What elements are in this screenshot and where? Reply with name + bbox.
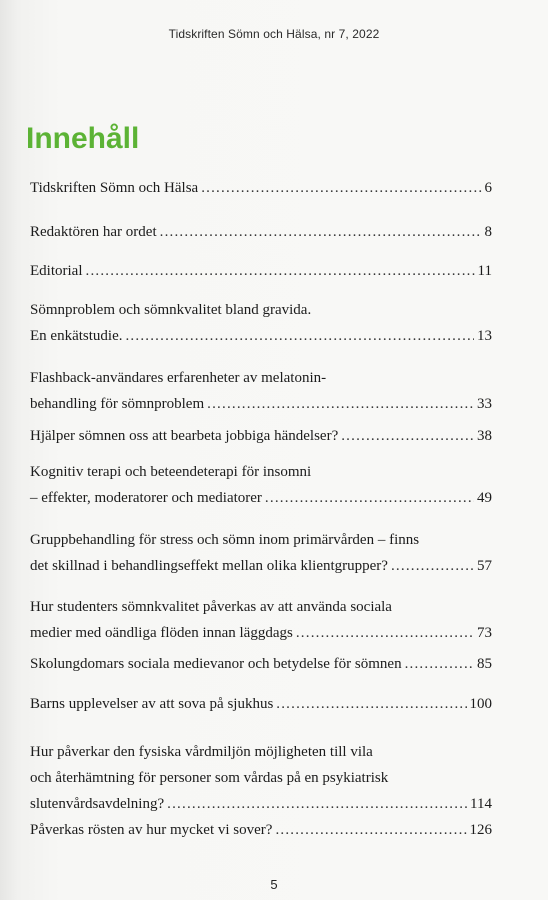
toc-entry-line — [30, 553, 492, 579]
toc-entry-title: och återhämtning för personer som vårdas på en psykiatrisk — [30, 770, 389, 786]
toc-entry[interactable] — [30, 297, 492, 349]
toc-entry[interactable] — [30, 365, 492, 417]
dot-leader — [86, 258, 475, 284]
dot-leader — [391, 553, 474, 579]
toc-entry[interactable] — [30, 258, 492, 284]
dot-leader — [207, 391, 474, 417]
dot-leader — [201, 175, 481, 201]
toc-entry-page: 73 — [477, 625, 492, 641]
toc-entry[interactable] — [30, 459, 492, 511]
toc-entry[interactable] — [30, 651, 492, 677]
toc-entry-page: 33 — [477, 396, 492, 412]
dot-leader — [276, 691, 466, 717]
dot-leader — [160, 219, 482, 245]
toc-entry-title: – effekter, moderatorer och mediatorer — [30, 490, 262, 506]
toc-entry-title: Flashback-användares erfarenheter av melatonin- — [30, 370, 327, 386]
toc-entry[interactable] — [30, 423, 492, 449]
toc-entry-title: Hur studenters sömnkvalitet påverkas av att använda sociala — [30, 599, 392, 615]
toc-entry-line — [30, 791, 492, 817]
dot-leader — [405, 651, 474, 677]
toc-entry-line — [30, 258, 492, 284]
toc-entry-title: Tidskriften Sömn och Hälsa — [30, 180, 199, 196]
toc-entry-title: det skillnad i behandlingseffekt mellan olika klientgrupper? — [30, 558, 388, 574]
toc-entry[interactable] — [30, 817, 492, 843]
running-header: Tidskriften Sömn och Hälsa, nr 7, 2022 — [168, 27, 380, 41]
toc-entry[interactable] — [30, 691, 492, 717]
toc-entry-title: Kognitiv terapi och beteendeterapi för insomni — [30, 464, 312, 480]
toc-entry-page: 13 — [477, 328, 492, 344]
dot-leader — [167, 791, 467, 817]
toc-entry-title: Påverkas rösten av hur mycket vi sover? — [30, 822, 273, 838]
toc-entry-page: 49 — [477, 490, 492, 506]
toc-entry-line — [30, 297, 492, 323]
toc-entry-page: 6 — [484, 180, 492, 196]
toc-entry-line — [30, 365, 492, 391]
toc-entry-line — [30, 459, 492, 485]
toc-entry-page: 126 — [469, 822, 492, 838]
toc-entry-line — [30, 219, 492, 245]
toc-entry-title: Skolungdomars sociala medievanor och betydelse för sömnen — [30, 656, 402, 672]
toc-entry[interactable] — [30, 594, 492, 646]
toc-entry[interactable] — [30, 219, 492, 245]
toc-entry[interactable] — [30, 739, 492, 817]
toc-entry-page: 100 — [469, 696, 492, 712]
toc-entry-line — [30, 594, 492, 620]
toc-entry-line — [30, 485, 492, 511]
toc-entry-line — [30, 651, 492, 677]
toc-entry-page: 57 — [477, 558, 492, 574]
toc-entry-title: En enkätstudie. — [30, 328, 123, 344]
toc-entry-line — [30, 323, 492, 349]
toc-entry-page: 11 — [477, 263, 492, 279]
toc-entry-line — [30, 527, 492, 553]
toc-entry-title: Editorial — [30, 263, 83, 279]
toc-entry-line — [30, 423, 492, 449]
toc-entry-line — [30, 817, 492, 843]
toc-entry-line — [30, 620, 492, 646]
toc-entry-page: 38 — [477, 428, 492, 444]
toc-entry-line — [30, 765, 492, 791]
toc-entry-title: Redaktören har ordet — [30, 224, 157, 240]
page-number: 5 — [270, 877, 278, 892]
toc-entry-title: Hur påverkar den fysiska vårdmiljön möjligheten till vila — [30, 744, 373, 760]
toc-entry-title: Gruppbehandling för stress och sömn inom primärvården – finns — [30, 532, 420, 548]
dot-leader — [265, 485, 474, 511]
toc-entry-title: Barns upplevelser av att sova på sjukhus — [30, 696, 274, 712]
toc-entry-title: Hjälper sömnen oss att bearbeta jobbiga händelser? — [30, 428, 339, 444]
toc-entry[interactable] — [30, 175, 492, 201]
toc-entry-title: medier med oändliga flöden innan läggdags — [30, 625, 293, 641]
toc-entry-line — [30, 391, 492, 417]
toc-entry-line — [30, 175, 492, 201]
dot-leader — [296, 620, 474, 646]
dot-leader — [125, 323, 474, 349]
toc-entry-line — [30, 691, 492, 717]
toc-entry-title: behandling för sömnproblem — [30, 396, 205, 412]
toc-entry-page: 114 — [470, 796, 492, 812]
toc-entry-line — [30, 739, 492, 765]
toc-title: Innehåll — [26, 122, 140, 155]
toc-entry-title: Sömnproblem och sömnkvalitet bland gravida. — [30, 302, 312, 318]
dot-leader — [341, 423, 474, 449]
toc-entry[interactable] — [30, 527, 492, 579]
toc-entry-title: slutenvårdsavdelning? — [30, 796, 165, 812]
dot-leader — [275, 817, 466, 843]
toc-entry-page: 85 — [477, 656, 492, 672]
toc-entry-page: 8 — [484, 224, 492, 240]
